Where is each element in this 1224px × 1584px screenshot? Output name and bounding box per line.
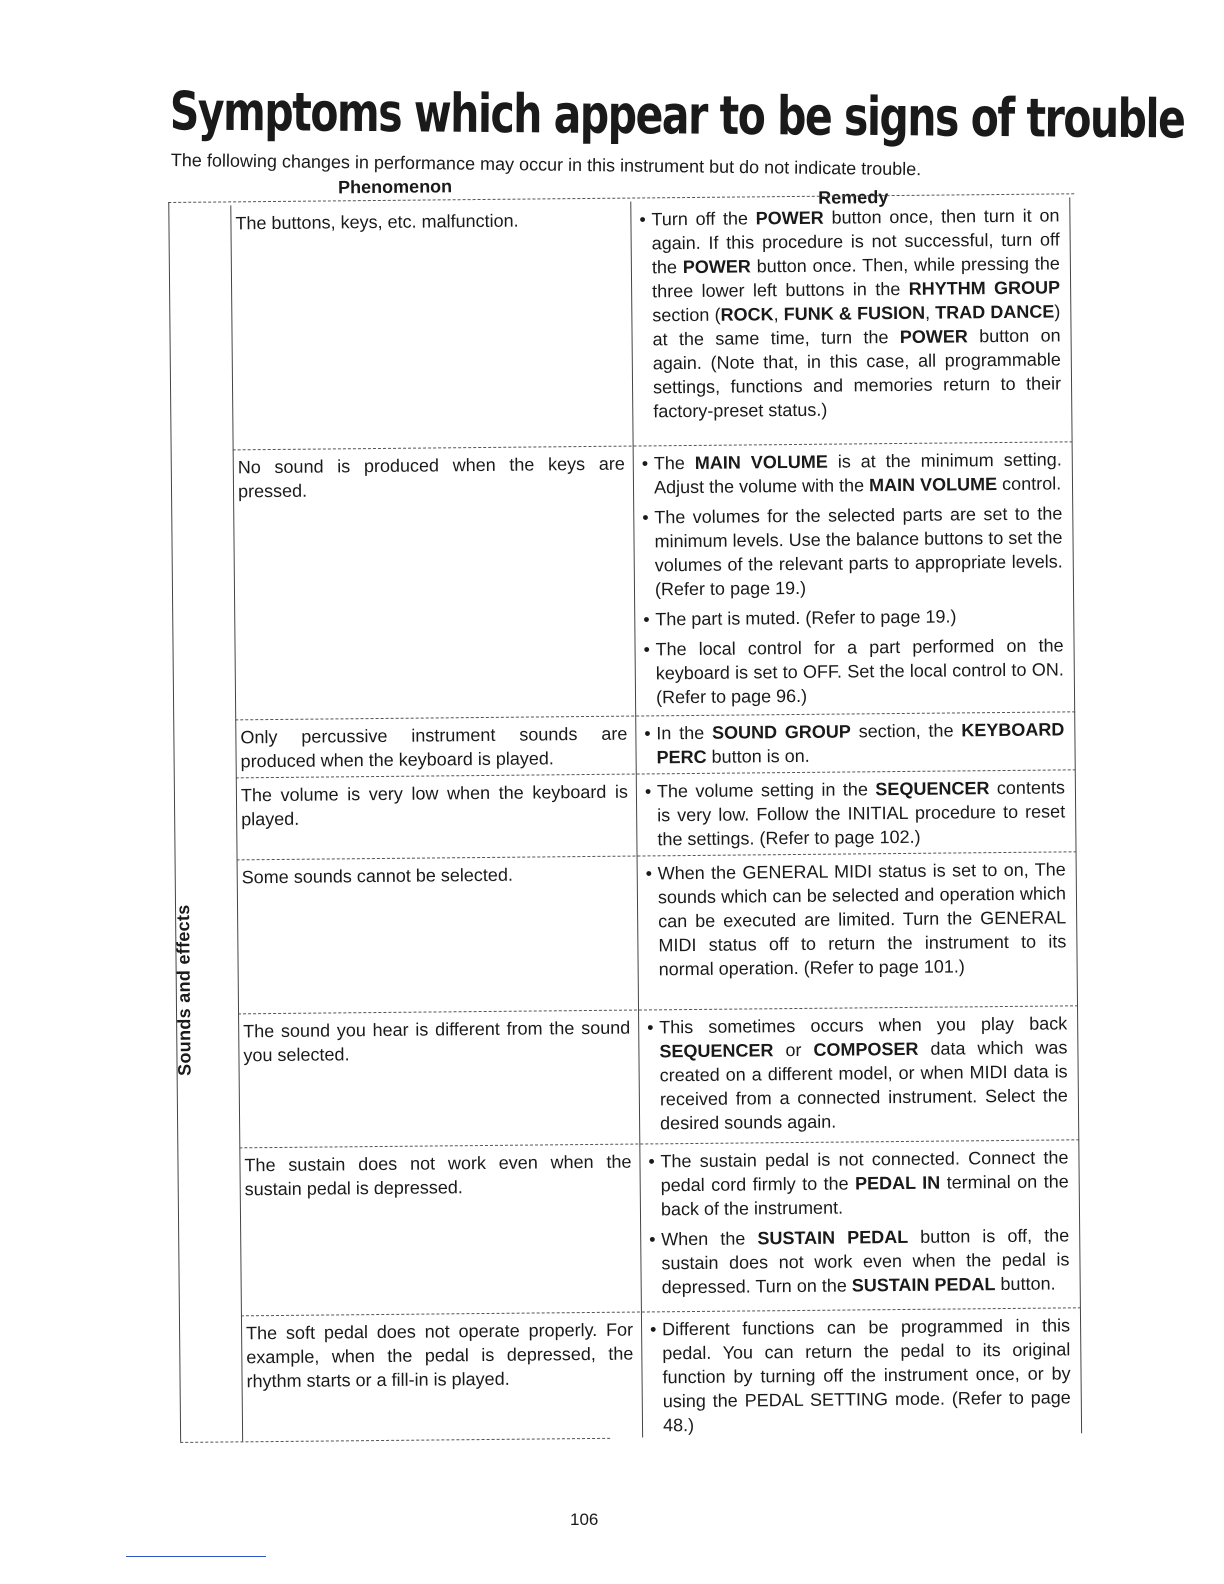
remedy-keyword: ROCK: [720, 304, 774, 325]
remedy-item: [647, 1011, 1068, 1135]
remedy-text: control.: [997, 473, 1062, 495]
remedy-text: ,: [773, 304, 784, 325]
remedy-item: [642, 447, 1062, 499]
remedy-keyword: POWER: [682, 256, 751, 278]
remedy-item: [648, 1145, 1069, 1221]
phenomenon-header: Phenomenon: [338, 176, 453, 198]
remedy-keyword: POWER: [899, 326, 968, 347]
remedy-text: button once, then turn it on again. If this procedure is not successful, turn off the: [651, 205, 1060, 278]
remedy-item: [643, 633, 1064, 709]
remedy-text: button on again. (Note that, in this case, all programmable settings, functions and memories return to their factory-preset status.): [652, 325, 1062, 422]
remedy-text: The local control for a part performed on the keyboard is set to OFF. Set the local control to ON. (Refer to page 96.): [655, 635, 1064, 708]
remedy-cell: [636, 769, 1077, 855]
phenomenon-cell: No sound is produced when the keys are pressed.: [233, 446, 628, 720]
phenomenon-cell: Only percussive instrument sounds are produced when the keyboard is played.: [235, 716, 628, 778]
phenomenon-cell: The buttons, keys, etc. malfunction.: [230, 202, 624, 450]
table-row: [235, 711, 1076, 777]
remedy-cell: [635, 711, 1076, 773]
remedy-text: In the: [656, 722, 713, 744]
remedy-keyword: SUSTAIN PEDAL: [757, 1226, 909, 1249]
remedy-cell: [641, 1307, 1082, 1437]
table-row: [237, 851, 1078, 1013]
phenomenon-cell: The sound you hear is different from the sound you selected.: [238, 1010, 631, 1148]
remedy-text: is at the minimum setting. Adjust the volume with the: [653, 449, 1062, 498]
remedy-text: contents is very low. Follow the INITIAL procedure to reset the settings. (Refer to page 102.): [657, 777, 1066, 850]
remedy-text: section (: [652, 304, 721, 326]
remedy-keyword: MAIN VOLUME: [869, 474, 998, 496]
remedy-text: This sometimes occurs when you play back: [659, 1013, 1068, 1038]
remedy-keyword: MAIN VOLUME: [694, 451, 828, 473]
remedy-keyword: SEQUENCER: [659, 1040, 774, 1062]
remedy-keyword: SOUND GROUP: [711, 721, 851, 743]
remedy-text: terminal on the back of the instrument.: [660, 1171, 1069, 1220]
remedy-text: Turn off the: [651, 208, 756, 230]
remedy-cell: [630, 197, 1072, 445]
remedy-keyword: POWER: [755, 207, 824, 229]
remedy-keyword: SUSTAIN PEDAL: [851, 1274, 996, 1296]
remedy-text: The sustain pedal is not connected. Connect the pedal cord firmly to the: [660, 1147, 1069, 1196]
phenomenon-cell: Some sounds cannot be selected.: [237, 856, 630, 1014]
remedy-keyword: FUNK & FUSION: [783, 302, 926, 325]
remedy-item: [650, 1313, 1071, 1437]
remedy-text: button is off, the sustain does not work even when the pedal is depressed. Turn on the: [661, 1225, 1070, 1298]
remedy-text: or: [773, 1039, 814, 1061]
table-row: [238, 1005, 1079, 1147]
remedy-text: button.: [995, 1273, 1056, 1295]
remedy-item: [646, 857, 1067, 981]
remedy-text: button is on.: [706, 745, 810, 767]
remedy-text: section, the: [850, 720, 962, 742]
table-row: [233, 441, 1076, 719]
remedy-item: [645, 775, 1066, 851]
phenomenon-cell: The soft pedal does not operate properly. For example, when the pedal is depressed, the rhythm starts or a fill-in is played.: [241, 1312, 634, 1442]
table-row: [241, 1307, 1082, 1441]
remedy-cell: [633, 441, 1076, 715]
remedy-cell: [638, 1005, 1079, 1143]
remedy-text: The part is muted. (Refer to page 19.): [655, 606, 957, 630]
remedy-cell: [637, 851, 1078, 1009]
table-left-border: [168, 202, 181, 1442]
remedy-text: data which was created on a different model, or when MIDI data is received from a connected instrument. Select the desired sounds again.: [659, 1037, 1068, 1134]
page-title: Symptoms which appear to be signs of trouble: [169, 80, 1185, 151]
remedy-text: When the: [661, 1228, 758, 1250]
phenomenon-cell: The sustain does not work even when the sustain pedal is depressed.: [239, 1144, 633, 1316]
remedy-keyword: PEDAL IN: [854, 1172, 941, 1194]
phenomenon-cell: The volume is very low when the keyboard is played.: [236, 774, 629, 860]
remedy-item: [644, 717, 1064, 769]
remedy-text: ) at the same time, turn the: [652, 301, 1061, 350]
footer-link-rule: [126, 1556, 266, 1557]
remedy-item: [642, 501, 1063, 601]
remedy-keyword: SEQUENCER: [875, 778, 990, 800]
remedy-keyword: COMPOSER: [813, 1038, 919, 1060]
table-row: [236, 769, 1077, 859]
table-row: [239, 1139, 1081, 1315]
remedy-text: The: [653, 452, 695, 474]
page-number: 106: [570, 1510, 599, 1529]
remedy-header: Remedy: [818, 187, 889, 208]
remedy-item: [639, 203, 1061, 423]
remedy-keyword: KEYBOARD PERC: [656, 719, 1065, 768]
remedy-keyword: RHYTHM GROUP: [908, 277, 1061, 299]
remedy-cell: [639, 1139, 1081, 1311]
remedy-text: The volumes for the selected parts are set to the minimum levels. Use the balance buttons to set the volumes of the relevant parts to appropriate levels. (Refer to page 19.): [654, 503, 1063, 600]
table-row: [230, 197, 1072, 449]
remedy-keyword: TRAD DANCE: [935, 301, 1055, 323]
section-side-label: [165, 875, 227, 1076]
remedy-text: Different functions can be programmed in this pedal. You can return the pedal to its original function by turning off the instrument once, or by using the PEDAL SETTING mode. (Refer to page 48.): [661, 1315, 1071, 1436]
remedy-item: [649, 1223, 1070, 1299]
remedy-text: When the GENERAL MIDI status is set to on, The sounds which can be selected and operation which can be executed are limited. Turn the GENERAL MIDI status off to return the instrument to its normal operation. (Refer to page 101.): [657, 859, 1067, 980]
remedy-item: [643, 603, 1063, 631]
side-label-text: Sounds and effects: [172, 904, 195, 1076]
trouble-table: [168, 167, 1086, 1466]
remedy-text: The volume setting in the: [656, 779, 876, 802]
remedy-text: button once. Then, while pressing the three lower left buttons in the: [652, 253, 1060, 302]
remedy-text: ,: [924, 302, 936, 323]
intro-text: The following changes in performance may occur in this instrument but do not indicate trouble.: [170, 150, 922, 180]
